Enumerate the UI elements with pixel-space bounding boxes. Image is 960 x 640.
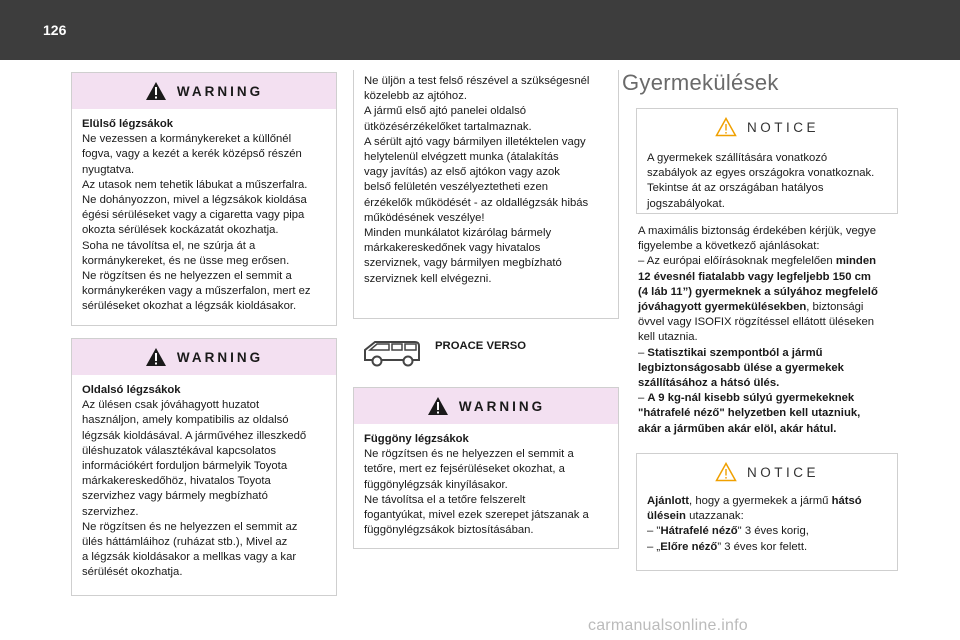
warning-title: WARNING [176, 349, 264, 365]
notice-line-1-suffix: " 3 éves korig, [737, 525, 809, 538]
notice-line-1-prefix: – " [647, 525, 661, 538]
notice-body [637, 490, 897, 563]
page-number: 126 [43, 22, 67, 38]
list-item-3-bold: A 9 kg-nál kisebb súlyú gyermekeknek "hátrafelé néző" helyzetben kell utazniuk, akár a járműben akár elöl, akár hátul. [638, 392, 861, 435]
child-seat-recommendations [638, 224, 908, 437]
notice-body: A gyermekek szállítására vonatkozó szabályok az egyes országokra vonatkoznak. Tekintse át az országában hatályos jogszabályokat. [647, 152, 875, 210]
warning-body [72, 375, 336, 589]
list-item-3-prefix: – [638, 392, 648, 405]
warning-triangle-icon [427, 396, 449, 416]
notice-triangle-icon [715, 117, 737, 137]
warning-bar [354, 388, 618, 424]
notice-box-rear-seats [636, 453, 898, 571]
warning-box-side-airbags [71, 338, 337, 596]
warning-bar [72, 339, 336, 375]
list-item-1-prefix: – Az európai előírásoknak megfelelően [638, 255, 836, 268]
warning-title: WARNING [176, 83, 264, 99]
warning-text: Ne rögzítsen és ne helyezzen el semmit a tetőre, mert ez fejsérüléseket okozhat, a függönylégzsák kinyílásakor. Ne távolítsa el a tetőre felszerelt fogantyúkat, mivel ezek szerepet játszanak a függönylégzsákok biztosításában. [364, 448, 589, 537]
notice-bold-2: hátsó ülésein [647, 495, 862, 523]
notice-text-2: utazzanak: [685, 510, 744, 523]
notice-bar [637, 109, 897, 145]
warning-bar [72, 73, 336, 109]
warning-heading: Oldalsó légzsákok [82, 384, 181, 396]
warning-title: WARNING [458, 398, 546, 414]
warning-body [354, 424, 618, 546]
list-item-2-prefix: – [638, 346, 648, 359]
notice-title: NOTICE [746, 119, 819, 135]
warning-triangle-icon [145, 81, 167, 101]
list-item-2-bold: Statisztikai szempontból a jármű legbiztonságosabb ülése a gyermekek szállításához a hátsó ülés. [638, 346, 844, 390]
vehicle-name: PROACE VERSO [435, 340, 527, 352]
warning-body [72, 109, 336, 323]
page-header [0, 0, 960, 60]
notice-line-1-bold: Hátrafelé néző [660, 525, 738, 538]
warning-box-continued [353, 70, 619, 319]
intro-text: A maximális biztonság érdekében kérjük, vegye figyelembe a következő ajánlásokat: [638, 225, 876, 253]
list-item-1-bold: minden 12 évesnél fiatalabb vagy legfeljebb 150 cm (4 láb 11”) gyermeknek a súlyához megfelelő jóváhagyott gyermekülésekben [638, 255, 878, 314]
warning-box-curtain-airbags [353, 387, 619, 549]
notice-title: NOTICE [746, 464, 819, 480]
warning-text: Ne vezessen a kormánykereket a küllőnél fogva, vagy a kezét a kerék középső részén nyugtatva. Az utasok nem tehetik lábukat a műszerfalra. Ne dohányozzon, mivel a légzsákok kioldása égési sérüléseket vagy a cigaretta vagy pipa okozta sérülések kockázatát okozhatja. Soha ne távolítsa el, ne szúrja át a kormánykereket, és ne üsse meg erősen. Ne rögzítsen és ne helyezzen el semmit a kormánykeréken vagy a műszerfalon, mert ez sérüléseket okozhat a légzsák kioldásakor. [82, 133, 311, 313]
section-title: Gyermekülések [622, 70, 779, 95]
notice-line-2-bold: Előre néző [660, 540, 718, 553]
notice-line-2-suffix: ” 3 éves kor felett. [717, 540, 808, 553]
notice-box-regulations [636, 108, 898, 214]
van-icon [361, 338, 423, 368]
notice-bold-1: Ajánlott [647, 495, 690, 507]
warning-heading: Elülső légzsákok [82, 118, 174, 130]
notice-bar [637, 454, 897, 490]
notice-text-1: , hogy a gyermekek a jármű [689, 495, 832, 507]
warning-triangle-icon [145, 347, 167, 367]
watermark: carmanualsonline.info [588, 617, 748, 634]
warning-text: Az ülésen csak jóváhagyott huzatot használjon, amely kompatibilis az oldalsó légzsák kioldásával. A járművéhez illeszkedő üléshuzatok választékával kapcsolatos információkért forduljon bármelyik Toyota márkakereskedőhöz, hivatalos Toyota szervizhez vagy bármely megbízható szervizhez. Ne rögzítsen és ne helyezzen el semmit az ülés háttámláihoz (ruházat stb.), Mivel az a légzsák kioldásakor a mellkas vagy a kar sérülését okozhatja. [82, 399, 307, 579]
warning-box-front-airbags [71, 72, 337, 326]
vehicle-label-row [361, 338, 526, 368]
warning-heading: Függöny légzsákok [364, 433, 469, 445]
list-item-1-suffix: , biztonsági övvel vagy ISOFIX rögzítéssel ellátott üléseken kell utaznia. [638, 301, 875, 344]
notice-line-2-prefix: – „ [647, 540, 661, 553]
notice-triangle-icon [715, 462, 737, 482]
warning-body: Ne üljön a test felső részével a szükségesnél közelebb az ajtóhoz. A jármű első ajtó panelei oldalsó ütközésérzékelőket tartalmaznak. A sérült ajtó vagy bármilyen illetéktelen vagy helytelenül elvégzett munka (átalakítás vagy javítás) az első ajtókon vagy azok belső felületén veszélyeztetheti ezen érzékelők működését - az oldallégzsák hibás működésének veszélye! Minden munkálatot kizárólag bármely márkakereskedőnek vagy hivatalos szerviznek, vagy bármilyen megbízható szerviznek kell elvégezni. [364, 75, 590, 285]
